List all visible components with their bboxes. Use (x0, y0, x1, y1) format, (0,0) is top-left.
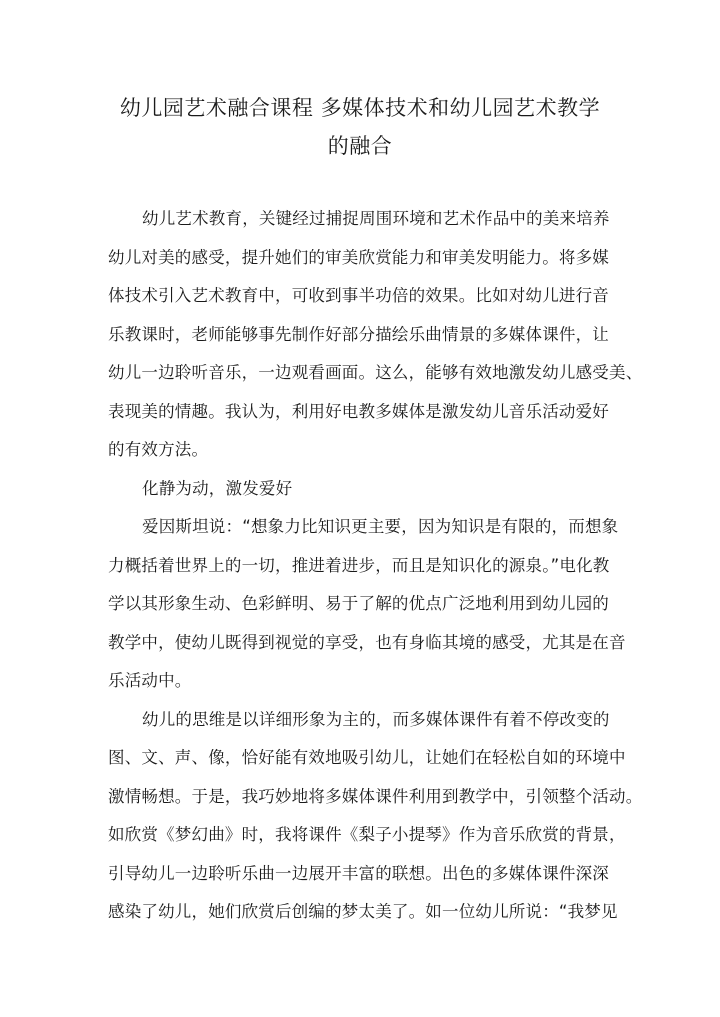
text-line: 教学中，使幼儿既得到视觉的享受，也有身临其境的感受，尤其是在音 (108, 632, 626, 652)
text-line: 如欣赏《梦幻曲》时，我将课件《梨子小提琴》作为音乐欣赏的背景， (108, 825, 626, 844)
text-line: 感染了幼儿，她们欣赏后创编的梦太美了。如一位幼儿所说：“我梦见 (108, 902, 618, 921)
text-line: 激情畅想。于是，我巧妙地将多媒体课件利用到教学中，引领整个活动。 (108, 786, 643, 806)
section-heading (108, 470, 628, 509)
text-line: 爱因斯坦说：“想象力比知识更主要，因为知识是有限的，而想象 (142, 517, 619, 536)
text-line: 学以其形象生动、色彩鲜明、易于了解的优点广泛地利用到幼儿园的 (108, 594, 609, 613)
page-title-line-1: 幼儿园艺术融合课程 多媒体技术和幼儿园艺术教学 (119, 96, 601, 120)
paragraph-quote (108, 508, 628, 701)
text-line: 的有效方法。 (108, 440, 209, 459)
text-line: 图、文、声、像，恰好能有效地吸引幼儿，让她们在轻松自如的环境中 (108, 748, 626, 767)
text-line: 幼儿一边聆听音乐，一边观看画面。这么，能够有效地激发幼儿感受美、 (108, 363, 643, 382)
text-line: 幼儿艺术教育，关键经过捕捉周围环境和艺术作品中的美来培养 (142, 209, 610, 228)
text-line: 体技术引入艺术教育中，可收到事半功倍的效果。比如对幼儿进行音 (108, 286, 609, 305)
paragraph-thinking (108, 701, 643, 932)
text-line: 乐教课时，老师能够事先制作好部分描绘乐曲情景的多媒体课件，让 (108, 324, 609, 344)
page-title-line-2: 的融合 (327, 134, 393, 158)
text-line: 引导幼儿一边聆听乐曲一边展开丰富的联想。出色的多媒体课件深深 (108, 863, 609, 883)
text-line: 表现美的情趣。我认为，利用好电教多媒体是激发幼儿音乐活动爱好 (108, 401, 609, 421)
text-line: 幼儿的思维是以详细形象为主的，而多媒体课件有着不停改变的 (142, 709, 610, 729)
text-line: 化静为动，激发爱好 (142, 478, 293, 498)
text-line: 乐活动中。 (108, 671, 192, 690)
document-body (108, 200, 643, 932)
text-line: 力概括着世界上的一切，推进着进步，而且是知识化的源泉。”电化教 (108, 555, 610, 575)
paragraph-intro (108, 200, 643, 470)
text-line: 幼儿对美的感受，提升她们的审美欣赏能力和审美发明能力。将多媒 (108, 247, 609, 267)
